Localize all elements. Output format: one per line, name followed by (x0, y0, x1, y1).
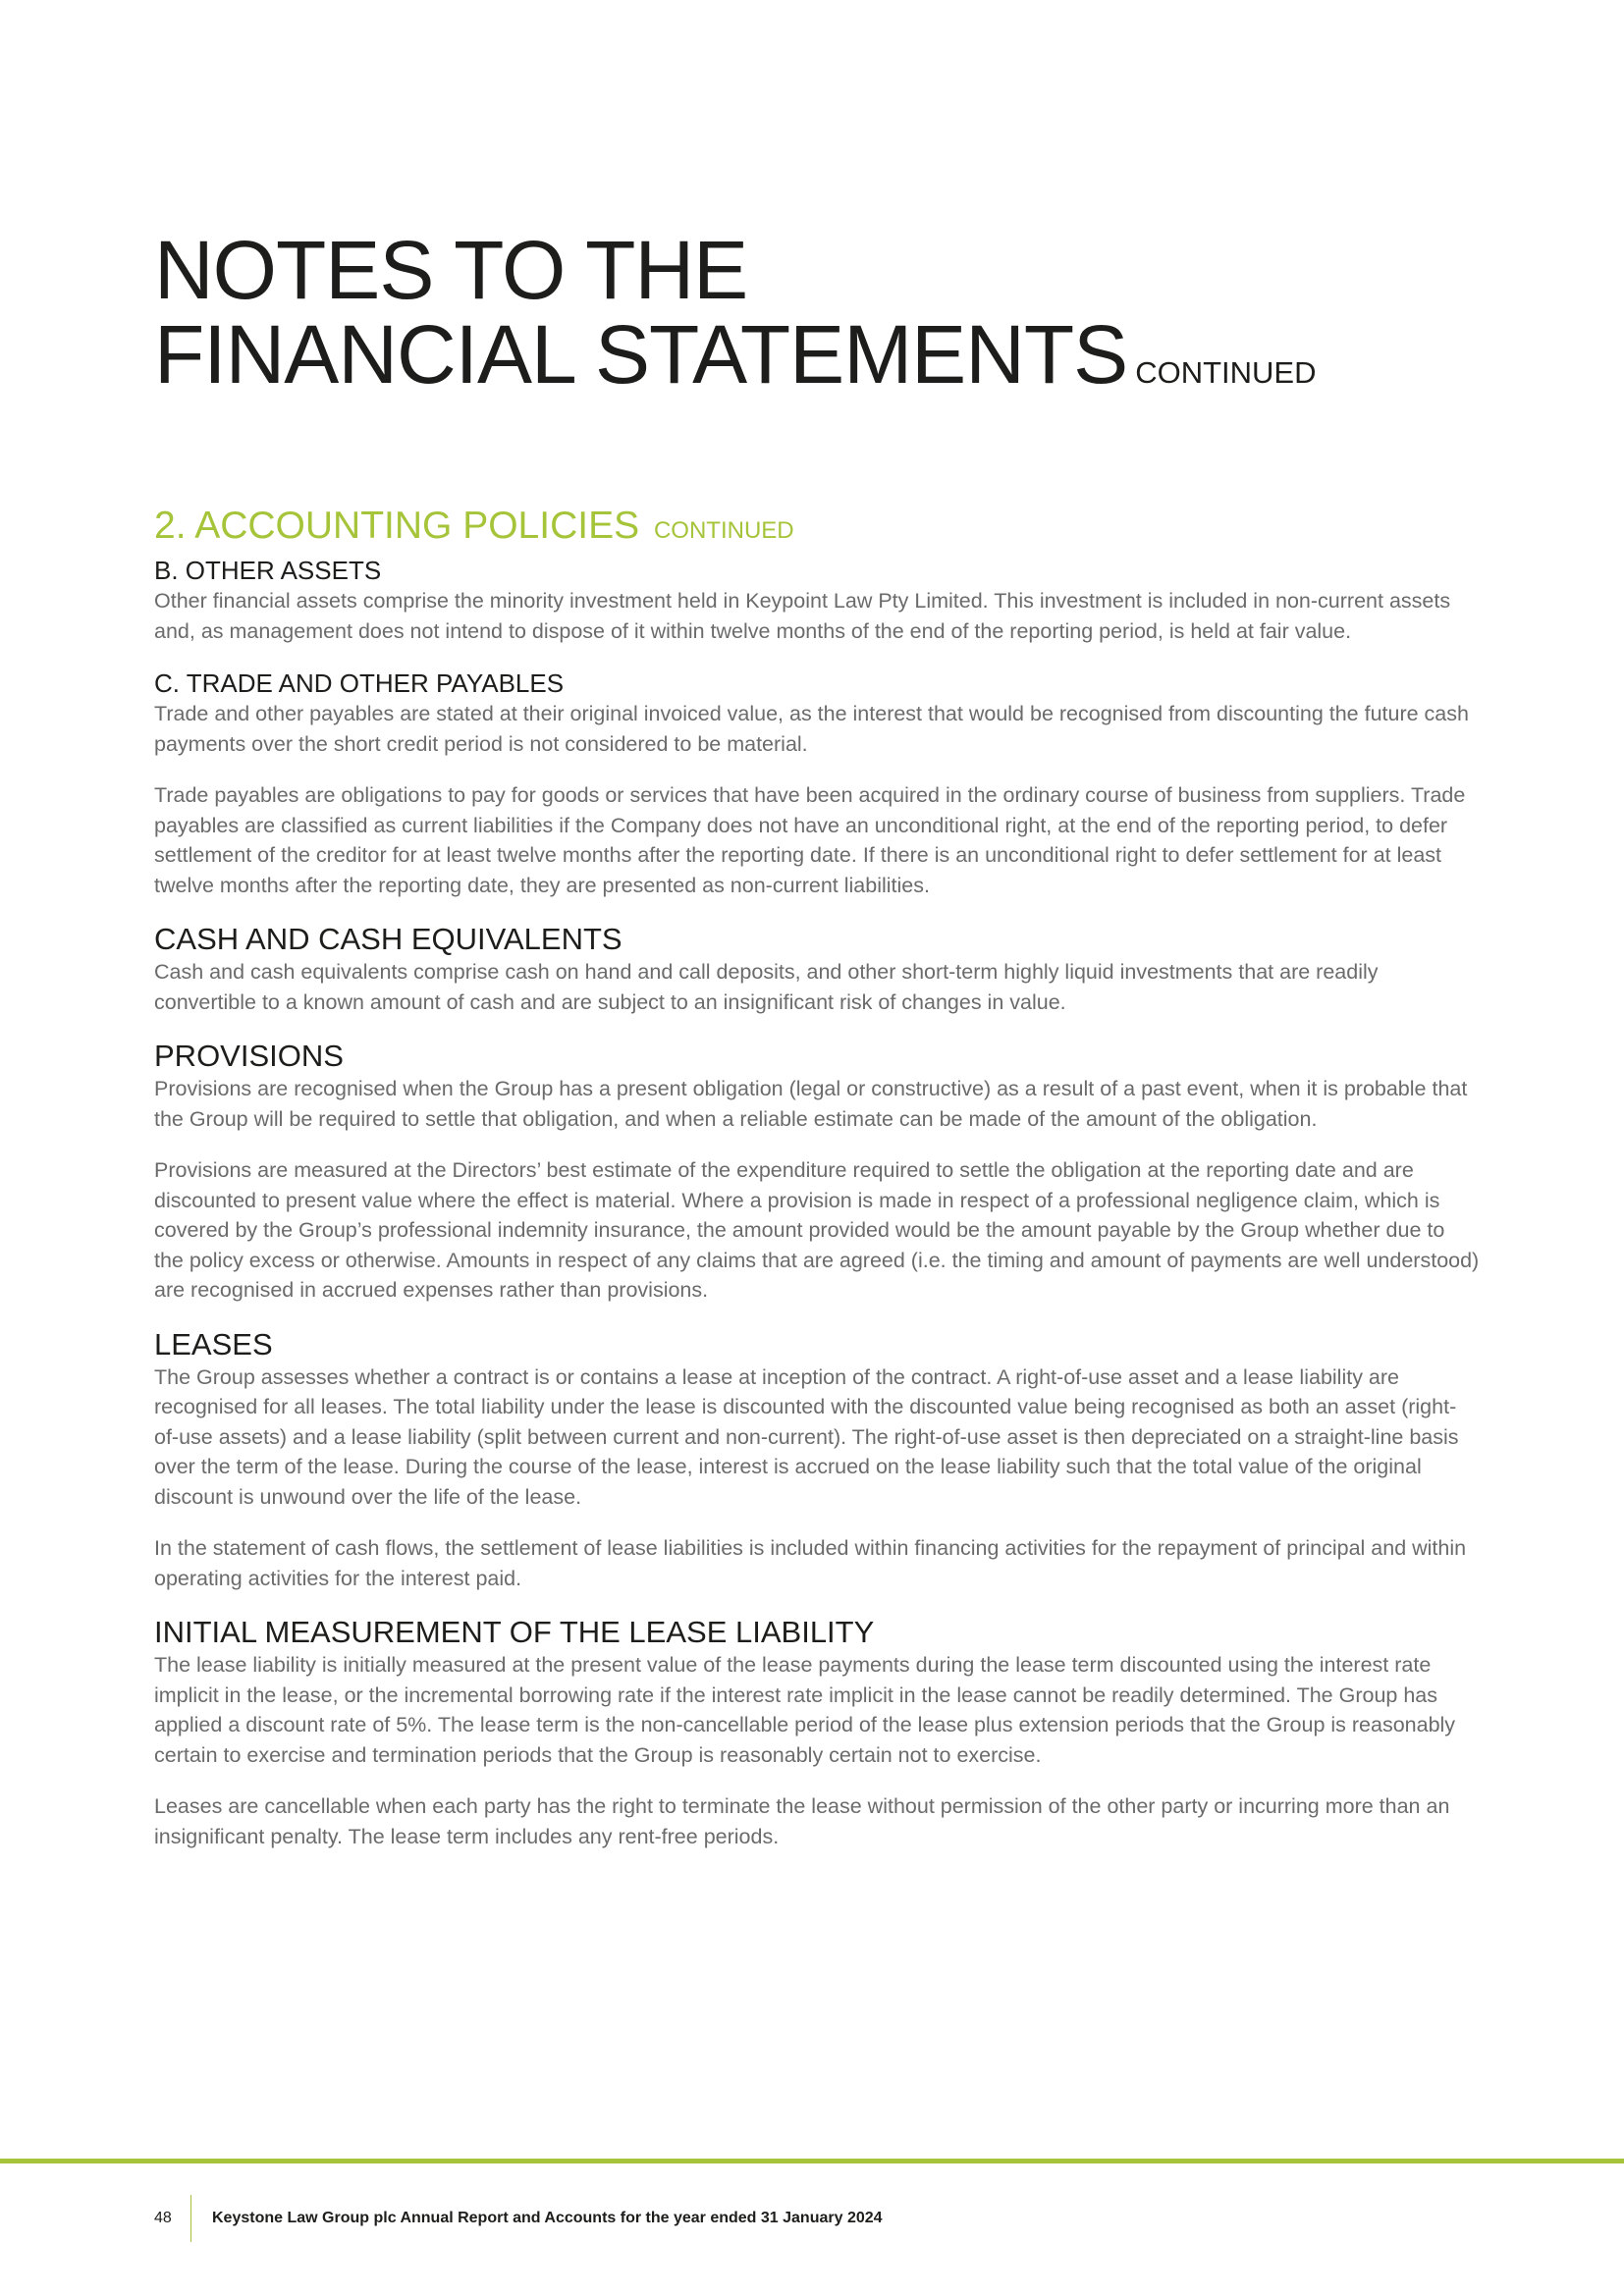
page-title-continued: CONTINUED (1135, 355, 1317, 390)
leases-paragraph-1: The Group assesses whether a contract is or contains a lease at inception of the contract. A right-of-use asset and a lease liability are recognised for all leases. The total liability under the lease is discounted with the discounted value being recognised as both an asset (right-of-use assets) and a lease liability (split between current and non-current). The right-of-use asset is then depreciated on a straight-line basis over the term of the lease. During the course of the lease, interest is accrued on the lease liability such that the total value of the original discount is unwound over the life of the lease. (154, 1364, 1459, 1509)
footer-page-number: 48 (154, 2210, 172, 2226)
section-title (154, 503, 1480, 555)
cash-equivalents-heading: CASH AND CASH EQUIVALENTS (154, 922, 623, 956)
other-assets-heading: B. OTHER ASSETS (154, 556, 382, 585)
main-content (154, 503, 1480, 1851)
footer-divider (190, 2195, 191, 2242)
page-title-line-2-text: FINANCIAL STATEMENTS (154, 308, 1128, 400)
leases-heading: LEASES (154, 1326, 273, 1362)
page-title-line-2 (154, 308, 1470, 415)
provisions-paragraph-2: Provisions are measured at the Directors’ best estimate of the expenditure required to settle the obligation at the reporting date and are discounted to present value where the effect is material. Where a provision is made in respect of a professional negligence claim, which is covered by the Group’s professional indemnity insurance, the amount provided would be the amount payable by the Group whether due to the policy excess or otherwise. Amounts in respect of any claims that are agreed (i.e. the timing and amount of payments are well understood) are recognised in accrued expenses rather than provisions. (154, 1158, 1480, 1302)
footer-rule (0, 2159, 1624, 2163)
footer-report-title: Keystone Law Group plc Annual Report and Accounts for the year ended 31 January 2024 (212, 2210, 883, 2226)
initial-measurement-paragraph-1: The lease liability is initially measured at the present value of the lease payments during the lease term discounted using the interest rate implicit in the lease, or the incremental borrowing rate if the interest rate implicit in the lease cannot be readily determined. The Group has applied a discount rate of 5%. The lease term is the non-cancellable period of the lease plus extension periods that the Group is reasonably certain to exercise and termination periods that the Group is reasonably certain not to exercise. (154, 1653, 1456, 1767)
provisions-paragraph-1: Provisions are recognised when the Group has a present obligation (legal or constructive) as a result of a past event, when it is probable that the Group will be required to settle that obligation, and when a reliable estimate can be made of the amount of the obligation. (154, 1077, 1468, 1131)
page-title-line-1: NOTES TO THE (154, 224, 748, 316)
trade-payables-paragraph-1: Trade and other payables are stated at their original invoiced value, as the interest that would be recognised from discounting the future cash payments over the short credit period is not considered to be material. (154, 702, 1469, 756)
cash-equivalents-paragraph: Cash and cash equivalents comprise cash on hand and call deposits, and other short-term highly liquid investments that are readily convertible to a known amount of cash and are subject to an insignificant risk of changes in value. (154, 960, 1379, 1014)
section-title-text: 2. ACCOUNTING POLICIES (154, 505, 640, 547)
initial-measurement-heading: INITIAL MEASUREMENT OF THE LEASE LIABILITY (154, 1615, 875, 1649)
leases-paragraph-2: In the statement of cash flows, the settlement of lease liabilities is included within financing activities for the repayment of principal and within operating activities for the interest paid. (154, 1536, 1467, 1590)
initial-measurement-paragraph-2: Leases are cancellable when each party has the right to terminate the lease without permission of the other party or incurring more than an insignificant penalty. The lease term includes any rent-free periods. (154, 1794, 1450, 1848)
other-assets-paragraph: Other financial assets comprise the minority investment held in Keypoint Law Pty Limited. This investment is included in non-current assets and, as management does not intend to dispose of it within twelve months of the end of the reporting period, is held at fair value. (154, 589, 1451, 643)
trade-payables-heading: C. TRADE AND OTHER PAYABLES (154, 668, 565, 698)
provisions-heading: PROVISIONS (154, 1039, 344, 1073)
page-title (154, 224, 1470, 415)
trade-payables-paragraph-2: Trade payables are obligations to pay for goods or services that have been acquired in the ordinary course of business from suppliers. Trade payables are classified as current liabilities if the Company does not have an unconditional right, at the end of the reporting period, to defer settlement of the creditor for at least twelve months after the reporting date. If there is an unconditional right to defer settlement for at least twelve months after the reporting date, they are presented as non-current liabilities. (154, 783, 1466, 897)
section-title-continued: CONTINUED (653, 517, 794, 544)
